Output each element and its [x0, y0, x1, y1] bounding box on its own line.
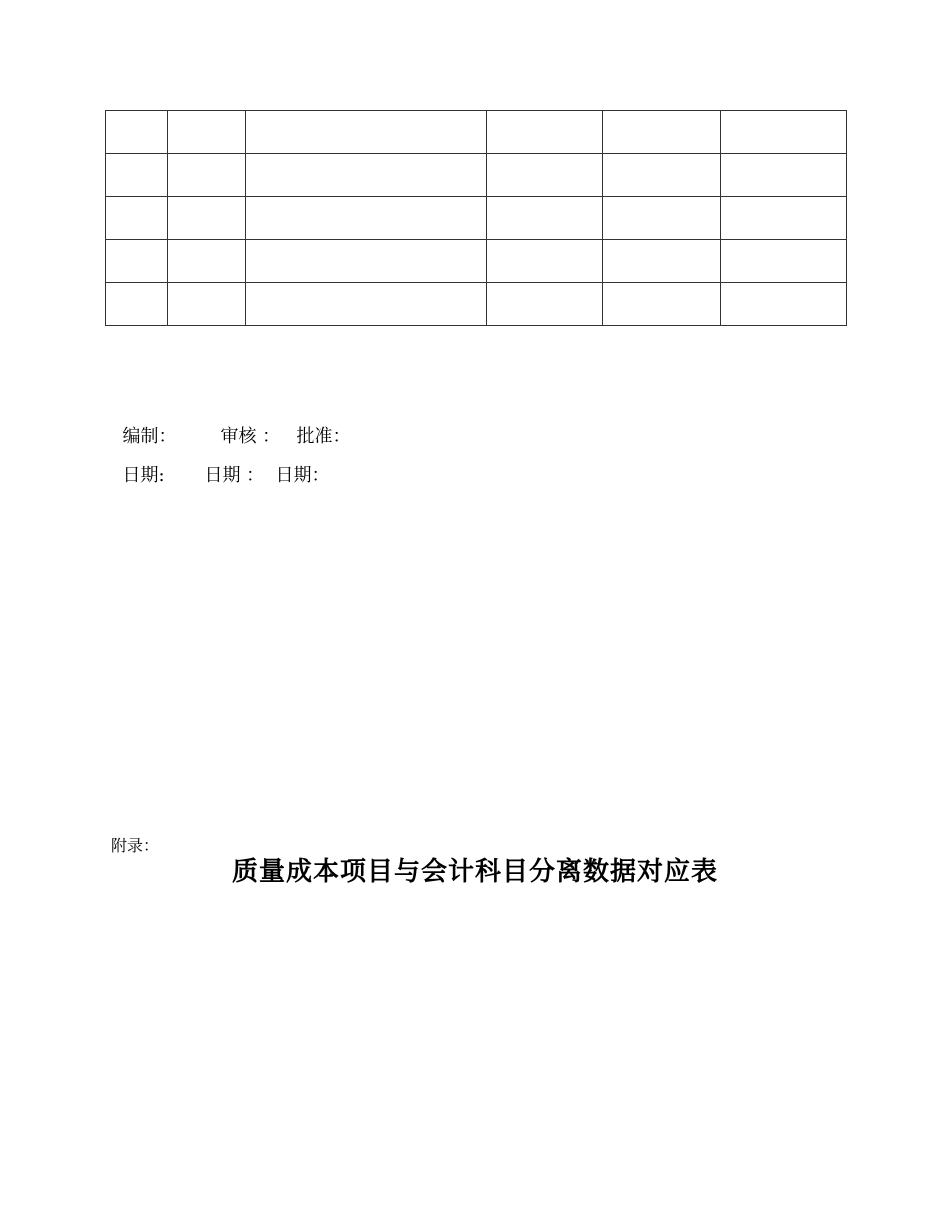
- table-cell: [106, 154, 168, 197]
- table-cell: [168, 197, 246, 240]
- table-cell: [246, 240, 487, 283]
- compiled-by-label: 编制：: [122, 426, 177, 447]
- table-cell: [721, 154, 847, 197]
- table-cell: [603, 154, 721, 197]
- signature-line-dates: [111, 440, 329, 488]
- table-cell: [721, 240, 847, 283]
- table-cell: [168, 240, 246, 283]
- reviewed-by-label: 审核 ：: [220, 426, 281, 447]
- table-cell: [487, 240, 603, 283]
- table-cell: [721, 283, 847, 326]
- table-cell: [487, 197, 603, 240]
- table-cell: [487, 283, 603, 326]
- table-cell: [106, 240, 168, 283]
- table-cell: [168, 283, 246, 326]
- table-row: [106, 283, 847, 326]
- table-row: [106, 197, 847, 240]
- table-cell: [603, 240, 721, 283]
- table-cell: [487, 154, 603, 197]
- approved-date-label: 日期：: [275, 465, 330, 486]
- table-cell: [246, 197, 487, 240]
- table-cell: [603, 197, 721, 240]
- approved-by-label: 批准：: [296, 426, 351, 447]
- table-cell: [168, 154, 246, 197]
- appendix-label: 附录：: [111, 836, 160, 855]
- table-cell: [603, 111, 721, 154]
- table-cell: [246, 283, 487, 326]
- blank-data-table: [105, 110, 847, 326]
- table-body: [106, 111, 847, 326]
- table-row: [106, 240, 847, 283]
- table-cell: [246, 154, 487, 197]
- table-cell: [106, 197, 168, 240]
- table-cell: [168, 111, 246, 154]
- table-row: [106, 111, 847, 154]
- reviewed-date-label: 日期 ：: [204, 465, 265, 486]
- table-cell: [603, 283, 721, 326]
- compiled-date-label: 日期:: [122, 465, 165, 486]
- table-cell: [487, 111, 603, 154]
- table-cell: [721, 111, 847, 154]
- table-cell: [246, 111, 487, 154]
- appendix-title: 质量成本项目与会计科目分离数据对应表: [231, 857, 718, 887]
- table-row: [106, 154, 847, 197]
- table-cell: [721, 197, 847, 240]
- table-cell: [106, 111, 168, 154]
- table-cell: [106, 283, 168, 326]
